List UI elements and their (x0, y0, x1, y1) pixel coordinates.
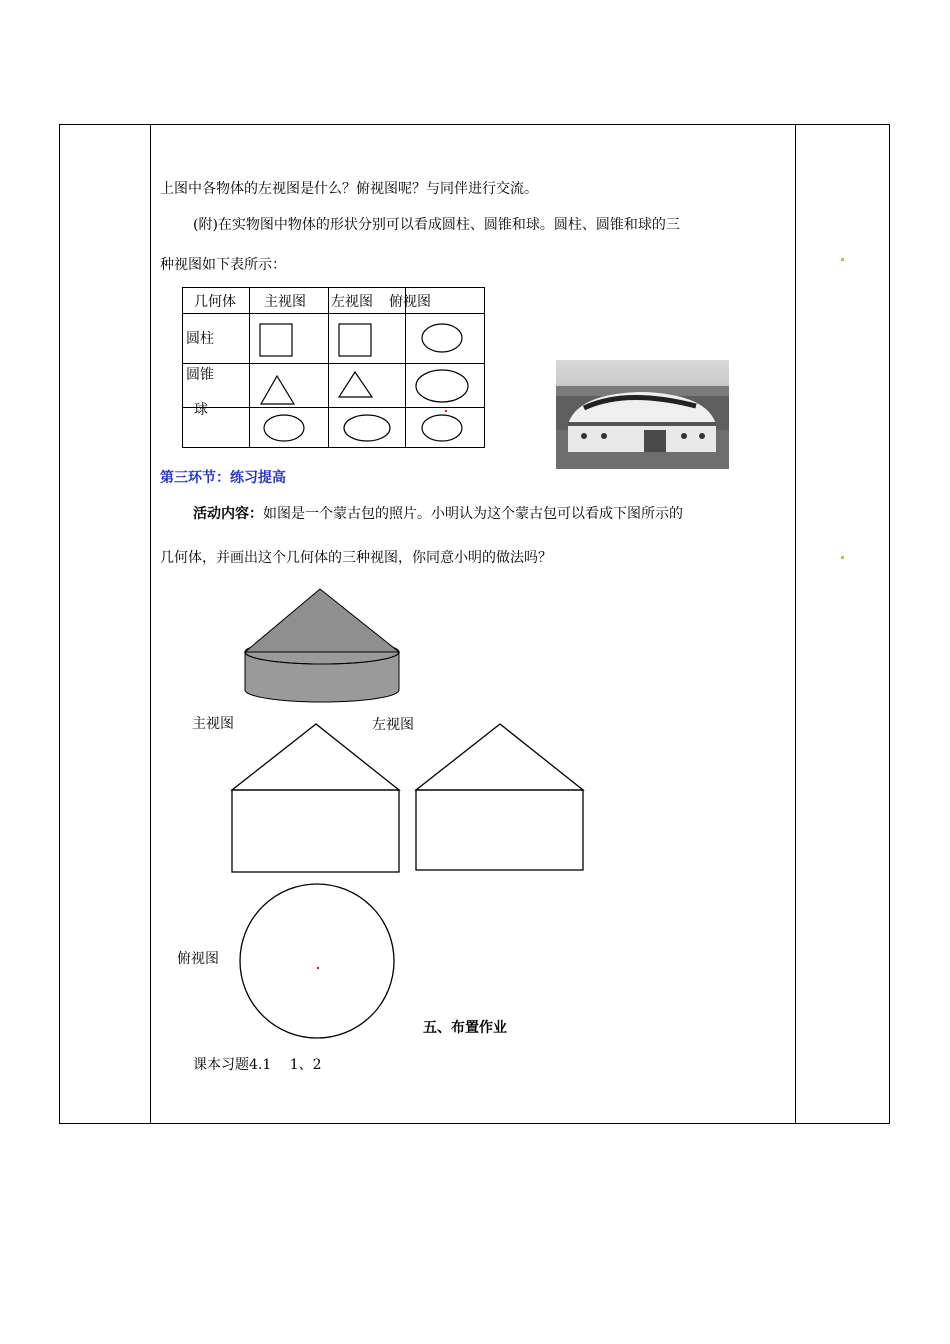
row-cylinder: 圆柱 (186, 331, 214, 347)
homework-text: 课本习题4.1 1、2 (193, 1057, 322, 1073)
header-solid: 几何体 (194, 294, 236, 310)
cone-cylinder-solid (245, 589, 399, 702)
top-view-circle (240, 884, 394, 1038)
activity-line-2: 几何体，并画出这个几何体的三种视图，你同意小明的做法吗？ (160, 550, 552, 566)
appendix-line-2: 种视图如下表所示： (160, 257, 286, 273)
top-view-label: 俯视图 (177, 951, 219, 967)
margin-mark (841, 556, 844, 559)
section-3-title: 第三环节：练习提高 (160, 470, 286, 486)
intro-question: 上图中各物体的左视图是什么？俯视图呢？与同伴进行交流。 (160, 181, 538, 197)
margin-mark (445, 410, 447, 412)
row-sphere: 球 (194, 402, 208, 418)
margin-mark (841, 258, 844, 261)
section-5-title: 五、布置作业 (423, 1020, 507, 1036)
header-left-view: 左视图 (331, 294, 373, 310)
appendix-line-1: (附)在实物图中物体的形状分别可以看成圆柱、圆锥和球。圆柱、圆锥和球的三 (193, 217, 680, 233)
activity-label: 活动内容： (193, 506, 263, 522)
left-view-label: 左视图 (372, 717, 414, 733)
activity-text-1: 如图是一个蒙古包的照片。小明认为这个蒙古包可以看成下图所示的 (263, 506, 683, 522)
header-front-view: 主视图 (264, 294, 306, 310)
header-top-view: 俯视图 (389, 294, 431, 310)
left-view-drawing (416, 724, 583, 870)
circle-center-mark (317, 967, 319, 969)
front-view-label: 主视图 (192, 716, 234, 732)
row-cone: 圆锥 (186, 367, 214, 383)
front-view-drawing (232, 724, 399, 872)
